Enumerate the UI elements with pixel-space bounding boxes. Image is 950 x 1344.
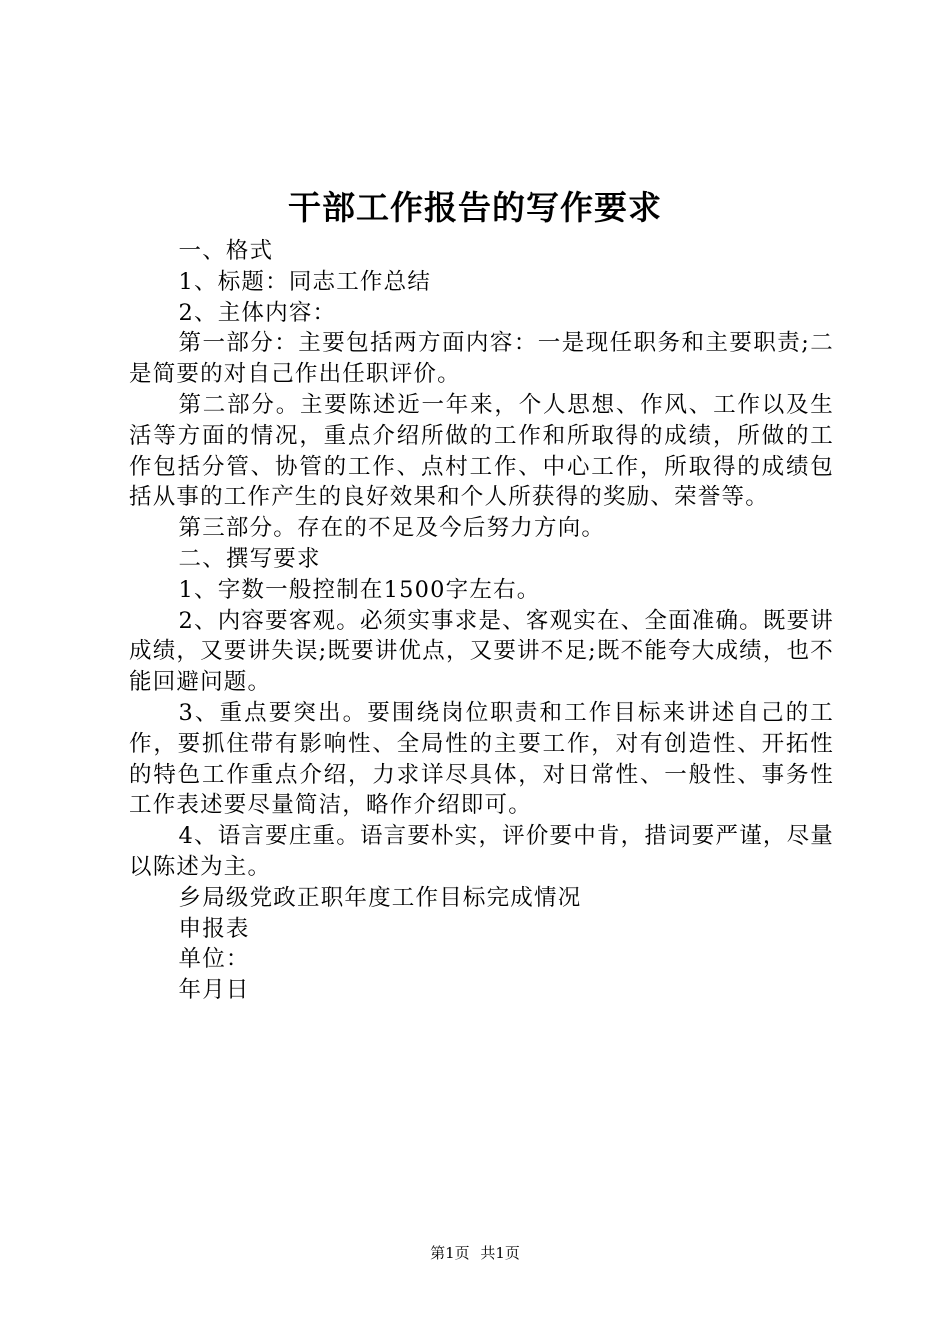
part-two-paragraph: 第二部分。主要陈述近一年来，个人思想、作风、工作以及生活等方面的情况，重点介绍所做的工作和所取得的成绩，所做的工作包括分管、协管的工作、点村工作、中心工作，所取得的成绩包括从事的工作产生的良好效果和个人所获得的奖励、荣誉等。 bbox=[129, 391, 834, 511]
format-item-body: 2、主体内容： bbox=[178, 299, 337, 326]
form-title-line: 乡局级党政正职年度工作目标完成情况 bbox=[178, 884, 582, 911]
page-total: 共1页 bbox=[480, 1244, 520, 1262]
document-body bbox=[129, 236, 834, 1006]
requirement-item-language: 4、语言要庄重。语言要朴实，评价要中肯，措词要严谨，尽量以陈述为主。 bbox=[129, 823, 834, 880]
form-title-line-2: 申报表 bbox=[178, 915, 250, 942]
requirement-item-objective: 2、内容要客观。必须实事求是、客观实在、全面准确。既要讲成绩，又要讲失误;既要讲优点，又要讲不足;既不能夸大成绩，也不能回避问题。 bbox=[129, 607, 834, 696]
requirement-item-length: 1、字数一般控制在1500字左右。 bbox=[178, 576, 541, 603]
document-title: 干部工作报告的写作要求 bbox=[288, 188, 662, 227]
page-footer bbox=[0, 1243, 950, 1263]
part-one-paragraph: 第一部分：主要包括两方面内容：一是现任职务和主要职责;二是简要的对自己作出任职评价。 bbox=[129, 330, 834, 388]
part-three-paragraph: 第三部分。存在的不足及今后努力方向。 bbox=[178, 515, 606, 542]
requirement-item-focus: 3、重点要突出。要围绕岗位职责和工作目标来讲述自己的工作，要抓住带有影响性、全局性的主要工作，对有创造性、开拓性的特色工作重点介绍，力求详尽具体，对日常性、一般性、事务性工作表述要尽量简洁，略作介绍即可。 bbox=[129, 699, 834, 819]
section-heading-format: 一、格式 bbox=[178, 238, 274, 264]
format-item-title: 1、标题：同志工作总结 bbox=[178, 268, 432, 295]
form-date-line: 年月日 bbox=[178, 977, 250, 1004]
page-number: 第1页 bbox=[430, 1244, 470, 1262]
form-unit-line: 单位： bbox=[178, 946, 250, 973]
section-heading-requirements: 二、撰写要求 bbox=[178, 545, 321, 572]
